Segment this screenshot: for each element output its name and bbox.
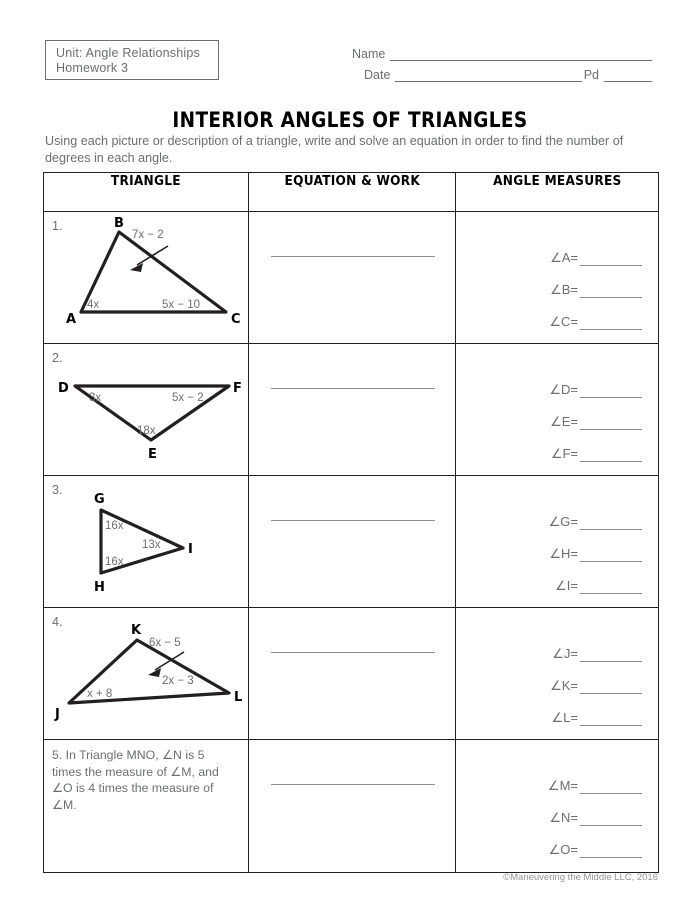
triangle-diagram-jkl [44, 608, 249, 739]
angle-label: ∠M= [547, 778, 578, 793]
angle-answer-line[interactable] [580, 417, 642, 430]
angle-answer-line[interactable] [580, 681, 642, 694]
problem-text-cell-5 [44, 740, 249, 873]
angle-measure-row [472, 298, 642, 330]
angle-measures-cell-2 [456, 344, 659, 476]
vertex-label-b: B [114, 216, 124, 231]
angle-label: ∠L= [551, 710, 578, 725]
angle-label: ∠N= [549, 810, 578, 825]
period-label: Pd [583, 68, 599, 82]
vertex-label-l: L [234, 690, 243, 705]
angle-measures-cell-1 [456, 212, 659, 344]
table-row [44, 740, 659, 873]
angle-answer-line[interactable] [580, 385, 642, 398]
expression-angle-l: 2x − 3 [162, 675, 194, 687]
vertex-label-a: A [66, 312, 77, 327]
unit-title: Unit: Angle Relationships [56, 46, 200, 60]
table-row [44, 608, 659, 740]
expression-angle-e: 18x [137, 425, 156, 437]
triangle-diagram-abc [44, 212, 249, 343]
table-header-row [44, 173, 659, 212]
triangle-cell-4 [44, 608, 249, 740]
date-input-line[interactable] [395, 70, 581, 82]
angle-answer-line[interactable] [580, 649, 642, 662]
angle-answer-line[interactable] [580, 813, 642, 826]
angle-label: ∠D= [549, 382, 578, 397]
angle-answer-line[interactable] [580, 845, 642, 858]
angle-label: ∠I= [555, 578, 578, 593]
problem-number-3: 3. [52, 483, 63, 497]
answer-line[interactable] [271, 520, 435, 521]
instructions-text: Using each picture or description of a triangle, write and solve an equation in order to find the number of degrees in each angle. [45, 134, 624, 165]
triangle-diagram-ghi [44, 476, 249, 607]
column-header-equation: EQUATION & WORK [249, 173, 456, 212]
vertex-label-h: H [94, 580, 105, 595]
angle-label: ∠A= [550, 250, 578, 265]
angle-answer-line[interactable] [580, 317, 642, 330]
expression-angle-f: 5x − 2 [172, 392, 204, 404]
angle-measure-row [472, 234, 642, 266]
angle-answer-line[interactable] [580, 449, 642, 462]
angle-answer-line[interactable] [580, 253, 642, 266]
angle-answer-line[interactable] [580, 581, 642, 594]
period-input-line[interactable] [604, 70, 652, 82]
name-input-line[interactable] [390, 49, 652, 61]
equation-work-cell-3[interactable] [249, 476, 456, 608]
copyright-footer: ©Maneuvering the Middle LLC, 2016 [503, 872, 658, 883]
expression-angle-h: 16x [105, 556, 124, 568]
expression-angle-g: 16x [105, 520, 124, 532]
column-header-triangle: TRIANGLE [44, 173, 249, 212]
problem-number-2: 2. [52, 351, 63, 365]
equation-work-cell-1[interactable] [249, 212, 456, 344]
triangle-diagram-def [44, 344, 249, 475]
column-header-angle-measures: ANGLE MEASURES [456, 173, 659, 212]
angle-measure-row [472, 562, 642, 594]
date-label: Date [364, 68, 391, 82]
answer-line[interactable] [271, 388, 435, 389]
expression-angle-k: 6x − 5 [149, 637, 181, 649]
angle-label: ∠E= [550, 414, 578, 429]
angle-measure-row [472, 662, 642, 694]
answer-line[interactable] [271, 784, 435, 785]
table-row [44, 212, 659, 344]
name-label: Name [352, 47, 386, 61]
angle-measure-row [472, 430, 642, 462]
answer-line[interactable] [271, 256, 435, 257]
answer-line[interactable] [271, 652, 435, 653]
table-row [44, 476, 659, 608]
expression-angle-c: 5x − 10 [162, 299, 201, 311]
unit-info-box [45, 40, 219, 80]
angle-measure-row [472, 630, 642, 662]
vertex-label-e: E [148, 447, 157, 462]
angle-measure-row [472, 826, 642, 858]
angle-label: ∠C= [549, 314, 578, 329]
vertex-label-k: K [131, 623, 142, 638]
angle-measure-row [472, 694, 642, 726]
angle-measure-row [472, 498, 642, 530]
vertex-label-c: C [231, 312, 241, 327]
angle-measure-row [472, 794, 642, 826]
vertex-label-f: F [233, 381, 242, 396]
angle-measure-row [472, 762, 642, 794]
expression-angle-i: 13x [142, 539, 161, 551]
angle-measure-row [472, 398, 642, 430]
name-date-block [352, 40, 652, 82]
angle-answer-line[interactable] [580, 517, 642, 530]
angle-answer-line[interactable] [580, 781, 642, 794]
angle-measure-row [472, 530, 642, 562]
triangle-cell-1 [44, 212, 249, 344]
angle-label: ∠J= [552, 646, 578, 661]
equation-work-cell-4[interactable] [249, 608, 456, 740]
expression-angle-j: x + 8 [87, 688, 113, 700]
date-row [352, 61, 652, 82]
angle-measure-row [472, 366, 642, 398]
equation-work-cell-5[interactable] [249, 740, 456, 873]
triangle-cell-2 [44, 344, 249, 476]
problem-number-1: 1. [52, 219, 63, 233]
expression-angle-b: 7x − 2 [132, 229, 164, 241]
angle-answer-line[interactable] [580, 713, 642, 726]
expression-angle-a: 4x [87, 299, 100, 311]
vertex-label-d: D [58, 381, 69, 396]
angle-label: ∠H= [549, 546, 578, 561]
angle-measures-cell-5 [456, 740, 659, 873]
angle-measure-row [472, 266, 642, 298]
angle-label: ∠K= [550, 678, 578, 693]
triangle-cell-3 [44, 476, 249, 608]
angle-label: ∠O= [548, 842, 578, 857]
angle-answer-line[interactable] [580, 549, 642, 562]
angle-label: ∠G= [548, 514, 578, 529]
problem-5-description: 5. In Triangle MNO, ∠N is 5 times the measure of ∠M, and ∠O is 4 times the measure of ∠M. [52, 748, 219, 812]
angle-answer-line[interactable] [580, 285, 642, 298]
homework-number: Homework 3 [56, 61, 129, 75]
name-row [352, 40, 652, 61]
angle-label: ∠B= [550, 282, 578, 297]
angle-measures-cell-4 [456, 608, 659, 740]
vertex-label-i: I [188, 542, 193, 557]
problems-table [43, 172, 659, 873]
expression-angle-d: 3x [89, 392, 102, 404]
angle-measures-cell-3 [456, 476, 659, 608]
page-title: INTERIOR ANGLES OF TRIANGLES [172, 108, 528, 132]
angle-label: ∠F= [550, 446, 578, 461]
table-row [44, 344, 659, 476]
vertex-label-g: G [94, 492, 105, 507]
equation-work-cell-2[interactable] [249, 344, 456, 476]
vertex-label-j: J [55, 707, 60, 722]
problem-number-4: 4. [52, 615, 63, 629]
